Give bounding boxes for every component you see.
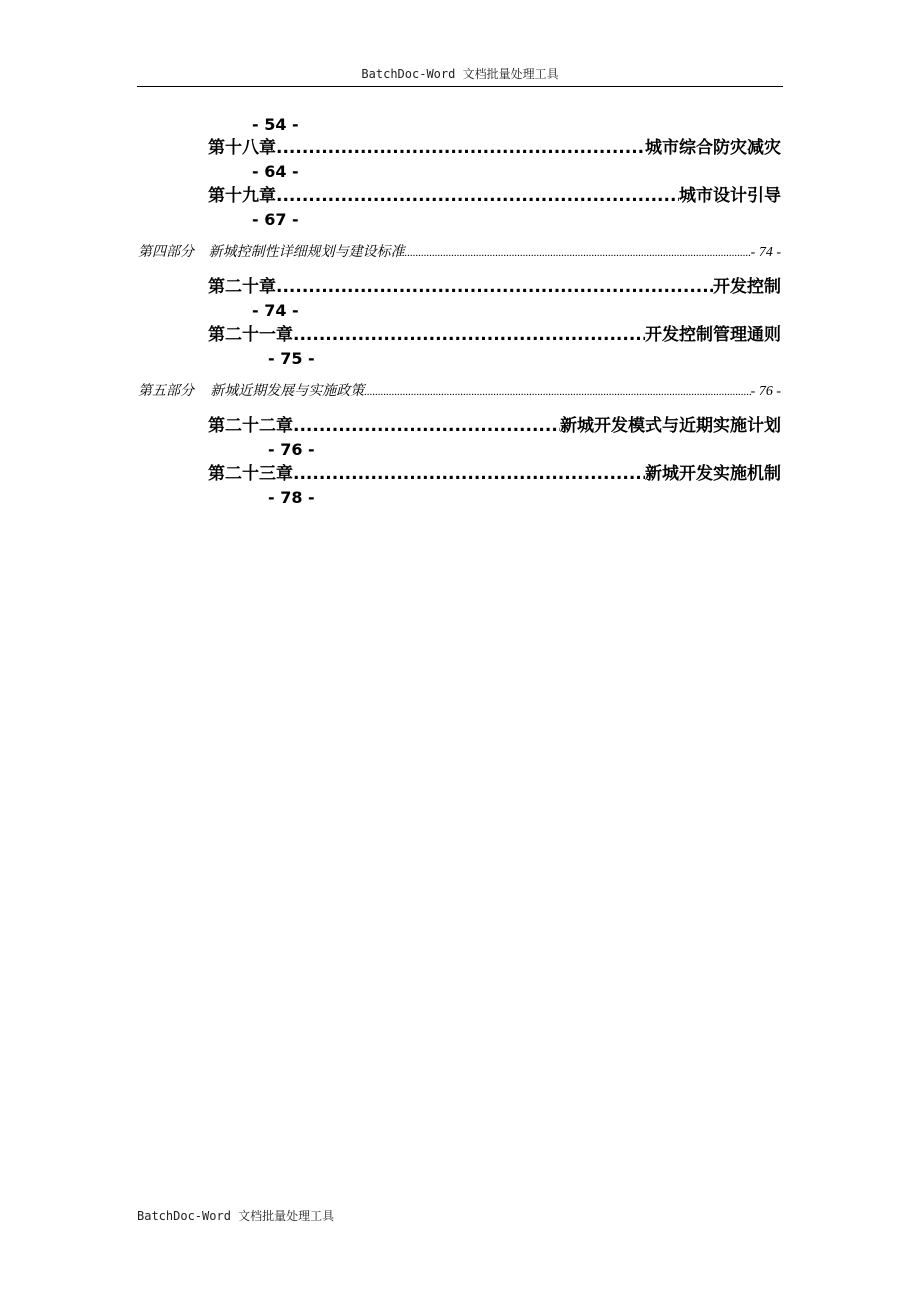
toc-dot-leader [293, 414, 560, 438]
toc-chapter-title: 新城开发模式与近期实施计划 [560, 416, 781, 436]
toc-page-number: - 74 - [252, 301, 299, 320]
toc-entry-chapter-22[interactable] [208, 414, 781, 438]
toc-entry-chapter-18[interactable] [208, 136, 781, 160]
toc-entry-chapter-21[interactable] [208, 323, 781, 347]
toc-dot-leader [364, 382, 750, 402]
toc-chapter-title: 开发控制 [713, 277, 781, 297]
toc-dot-leader [293, 462, 645, 486]
toc-part-page: - 74 - [750, 245, 781, 260]
toc-dot-leader [293, 323, 645, 347]
toc-page-number: - 64 - [252, 162, 299, 181]
toc-dot-leader [276, 136, 645, 160]
toc-chapter-title: 城市设计引导 [679, 186, 781, 206]
toc-entry-part-4[interactable] [138, 243, 781, 263]
toc-entry-part-5[interactable] [138, 382, 781, 402]
toc-chapter-title: 新城开发实施机制 [645, 464, 781, 484]
toc-chapter-label: 第二十一章 [208, 325, 293, 345]
toc-chapter-label: 第十九章 [208, 186, 276, 206]
toc-page-number: - 75 - [268, 349, 315, 368]
page-header: BatchDoc-Word 文档批量处理工具 [137, 66, 783, 87]
toc-page-number: - 78 - [268, 488, 315, 507]
toc-chapter-title: 城市综合防灾减灾 [645, 138, 781, 158]
toc-chapter-label: 第二十三章 [208, 464, 293, 484]
toc-part-label: 第四部分 [138, 245, 194, 260]
toc-entry-chapter-20[interactable] [208, 275, 781, 299]
toc-chapter-label: 第十八章 [208, 138, 276, 158]
toc-entry-chapter-19[interactable] [208, 184, 781, 208]
toc-part-title: 新城近期发展与实施政策 [210, 384, 365, 399]
toc-page-number: - 54 - [252, 115, 299, 134]
toc-part-title: 新城控制性详细规划与建设标准 [208, 245, 405, 260]
toc-entry-chapter-23[interactable] [208, 462, 781, 486]
toc-part-page: - 76 - [750, 384, 781, 399]
toc-page-number: - 67 - [252, 210, 299, 229]
toc-page-number: - 76 - [268, 440, 315, 459]
toc-dot-leader [276, 275, 713, 299]
toc-chapter-label: 第二十章 [208, 277, 276, 297]
toc-dot-leader [276, 184, 679, 208]
page-footer: BatchDoc-Word 文档批量处理工具 [137, 1209, 335, 1223]
toc-chapter-label: 第二十二章 [208, 416, 293, 436]
toc-part-label: 第五部分 [138, 384, 194, 399]
toc-chapter-title: 开发控制管理通则 [645, 325, 781, 345]
toc-dot-leader [405, 243, 751, 263]
